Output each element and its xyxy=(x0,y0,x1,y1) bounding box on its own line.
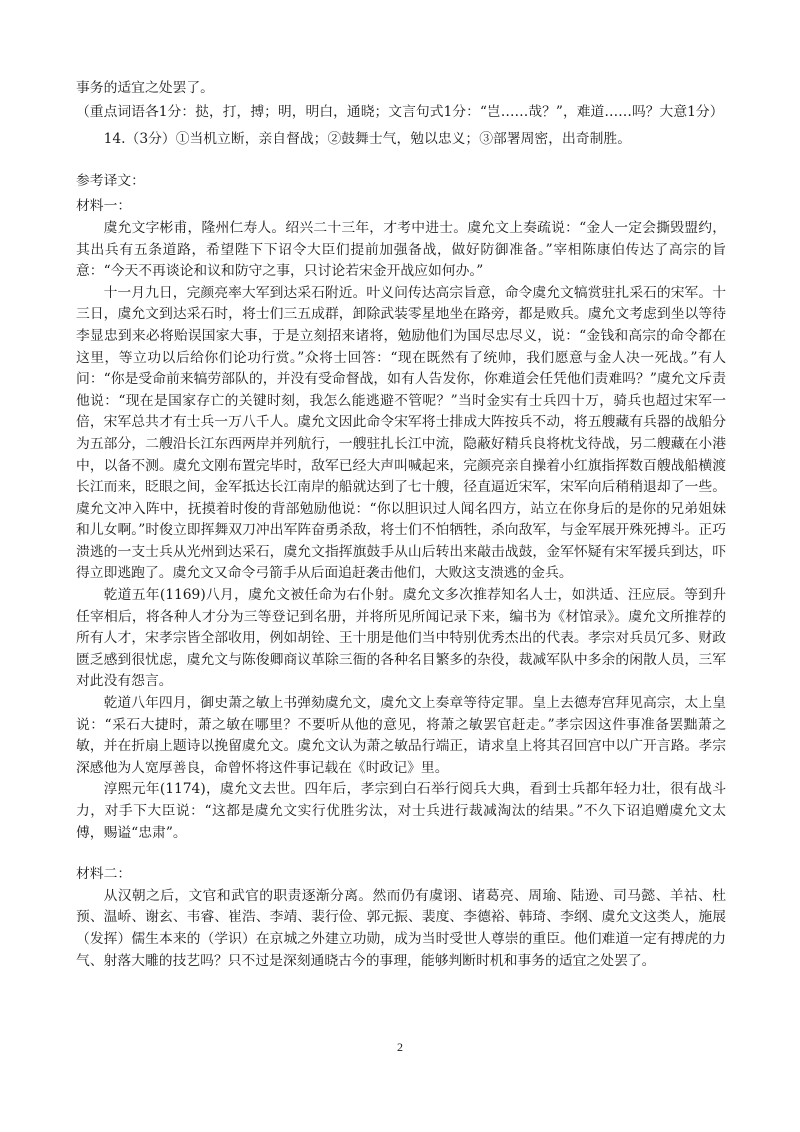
document-body xyxy=(76,78,726,972)
material-1-paragraph: 虞允文字彬甫，隆州仁寿人。绍兴二十三年，才考中进士。虞允文上奏疏说：“金人一定会撕毁盟约，其出兵有五条道路，希望陛下下诏令大臣们提前加强备战，做好防御准备。”宰相陈康伯传达了高宗的旨意：“今天不再谈论和议和防守之事，只讨论若宋金开战应如何办。” xyxy=(76,219,726,280)
material-1-paragraph: 淳熙元年(1174)，虞允文去世。四年后，孝宗到白石举行阅兵大典，看到士兵都年轻力壮，很有战斗力，对手下大臣说：“这都是虞允文实行优胜劣汰，对士兵进行裁减淘汰的结果。”不久下诏追赠虞允文太傅，赐谥“忠肃”。 xyxy=(76,781,726,841)
material-1-paragraph: 乾道五年(1169)八月，虞允文被任命为右仆射。虞允文多次推荐知名人士，如洪适、汪应辰。等到升任宰相后，将各种人才分为三等登记到名册，并将所见所闻记录下来，编书为《材馆录》。虞允文所推荐的所有人才，宋孝宗皆全部收用，例如胡铨、王十朋是他们当中特别优秀杰出的代表。孝宗对兵员冗多、财政匮乏感到很忧虑，虞允文与陈俊卿商议革除三衙的各种名目繁多的杂役，裁减军队中多余的闲散人员，三军对此没有怨言。 xyxy=(76,587,726,690)
material-2-heading: 材料二： xyxy=(76,866,132,883)
answer-tail: 事务的适宜之处罢了。 xyxy=(76,80,214,96)
material-2-paragraph: 从汉朝之后，文官和武官的职责逐渐分离。然而仍有虞诩、诸葛亮、周瑜、陆逊、司马懿、羊祜、杜预、温峤、谢玄、韦睿、崔浩、李靖、裴行俭、郭元振、裴度、李德裕、韩琦、李纲、虞允文这类人，施展（发挥）儒生本来的（学识）在京城之外建立功勋，成为当时受世人尊崇的重臣。他们难道一定有搏虎的力气、射落大雕的技艺吗？只不过是深刻通晓古今的事理，能够判断时机和事务的适宜之处罢了。 xyxy=(76,887,726,969)
material-1-heading: 材料一： xyxy=(76,198,132,215)
question-14-answer: 14.（3分）①当机立断，亲自督战；②鼓舞士气，勉以忠义；③部署周密，出奇制胜。 xyxy=(103,131,631,148)
translation-heading: 参考译文： xyxy=(76,172,145,189)
material-1-paragraph: 乾道八年四月，御史萧之敏上书弹劾虞允文，虞允文上奏章等待定罪。皇上去德寿宫拜见高宗，太上皇说：“采石大捷时，萧之敏在哪里？不要听从他的意见，将萧之敏罢官赶走。”孝宗因这件事准备罢黜萧之敏，并在折扇上题诗以挽留虞允文。虞允文认为萧之敏品行端正，请求皇上将其召回宫中以广开言路。孝宗深感他为人宽厚善良，命曾怀将这件事记载在《时政记》里。 xyxy=(76,695,726,776)
material-1-paragraph: 十一月九日，完颜亮率大军到达采石附近。叶义问传达高宗旨意，命令虞允文犒赏驻扎采石的宋军。十三日，虞允文到达采石时，将士们三五成群，卸除武装零星地坐在路旁，都是败兵。虞允文考虑到坐以等待李显忠到来必将贻误国家大事，于是立刻招来诸将，勉励他们为国尽忠尽义，说：“金钱和高宗的命令都在这里，等立功以后给你们论功行赏。”众将士回答：“现在既然有了统帅，我们愿意与金人决一死战。”有人问：“你是受命前来犒劳部队的，并没有受命督战，如有人告发你，你难道会任凭他们责难吗？”虞允文斥责他说：“现在是国家存亡的关键时刻，我怎么能逃避不管呢？”当时金实有士兵四十万，骑兵也超过宋军一倍，宋军总共才有士兵一万八千人。虞允文因此命令宋军将士排成大阵按兵不动，将五艘藏有兵器的战船分为五部分，二艘沿长江东西两岸并列航行，一艘驻扎长江中流，隐蔽好精兵良将枕戈待战，另二艘藏在小港中，以备不测。虞允文刚布置完毕时，敌军已经大声叫喊起来，完颜亮亲自操着小红旗指挥数百艘战船横渡长江而来，眨眼之间，金军抵达长江南岸的船就达到了七十艘，径直逼近宋军，宋军向后稍稍退却了一些。虞允文冲入阵中，抚摸着时俊的背部勉励他说：“你以胆识过人闻名四方，站立在你身后的是你的兄弟姐妹和儿女啊。”时俊立即挥舞双刀冲出军阵奋勇杀敌，将士们不怕牺牲，杀向敌军，与金军展开殊死搏斗。正巧溃逃的一支士兵从光州到达采石，虞允文指挥旗鼓手从山后转出来敲击战鼓，金军怀疑有宋军援兵到达，吓得立即逃跑了。虞允文又命令弓箭手从后面追赶袭击他们，大败这支溃逃的金兵。 xyxy=(76,284,726,582)
scoring-note: （重点词语各1分：挞，打，搏；明，明白，通晓；文言句式1分：“岂……哉？”，难道……吗？大意1分） xyxy=(76,103,724,120)
page-number: 2 xyxy=(397,1040,403,1054)
